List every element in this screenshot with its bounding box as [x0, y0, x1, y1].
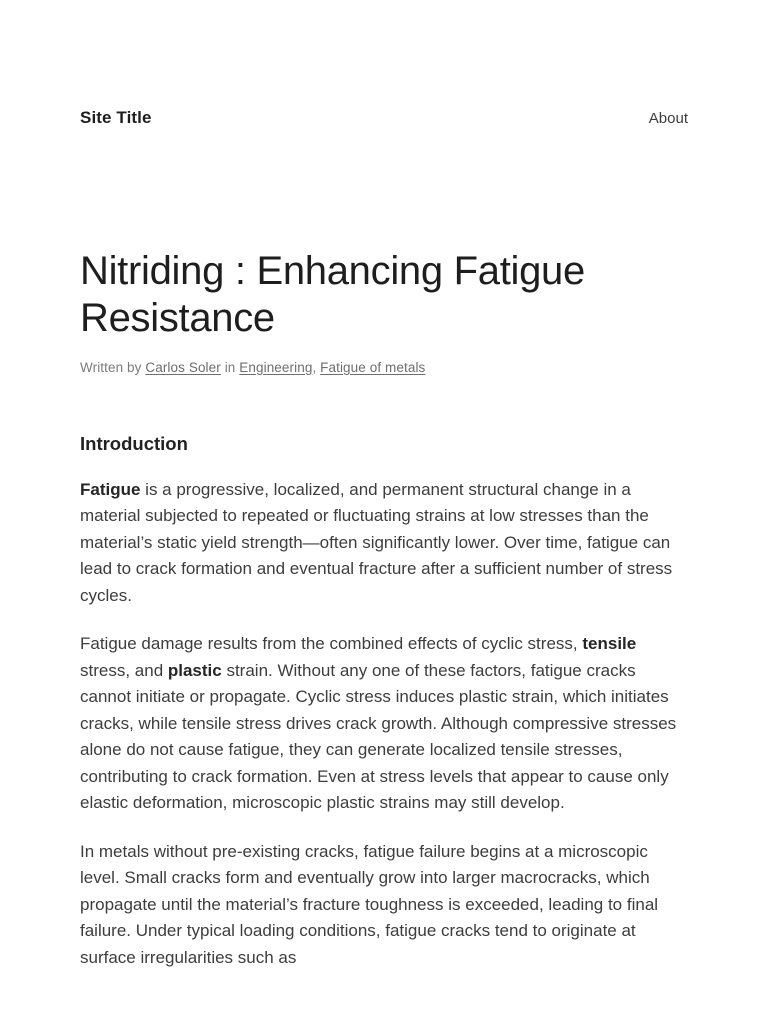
post-byline: [80, 360, 688, 375]
byline-in: in: [220, 359, 240, 375]
paragraph-3: [80, 839, 688, 972]
bold-term-tensile: tensile: [582, 634, 637, 654]
bold-term-fatigue: Fatigue: [80, 479, 141, 499]
byline-comma: ,: [312, 359, 321, 375]
site-header: [80, 0, 688, 128]
site-title-link[interactable]: Site Title: [80, 108, 152, 127]
post-title: Nitriding : Enhancing Fatigue Resistance: [80, 249, 585, 340]
author-link[interactable]: Carlos Soler: [145, 359, 221, 375]
paragraph-2-text-b: stress, and: [80, 660, 168, 680]
paragraph-2: [80, 631, 688, 817]
post-article: [80, 248, 688, 971]
nav-about-link[interactable]: About: [648, 110, 688, 127]
site-nav: [649, 110, 688, 128]
paragraph-1-text: is a progressive, localized, and permanent structural change in a material subjected to repeated or fluctuating strains at low stresses than the material’s static yield strength—often significantly lower. Over time, fatigue can lead to crack formation and eventual fracture after a sufficient number of stress cycles.: [80, 479, 673, 605]
bold-term-plastic: plastic: [167, 660, 222, 680]
paragraph-2-text-c: strain. Without any one of these factors, fatigue cracks cannot initiate or propagate. Cyclic stress induces plastic strain, which initiates cracks, while tensile stress drives crack growth. Although compressive stresses alone do not cause fatigue, they can generate localized tensile stresses, contributing to crack formation. Even at stress levels that appear to cause only elastic deformation, microscopic plastic strains may still develop.: [80, 660, 677, 813]
byline-written-by: Written by: [80, 359, 146, 375]
paragraph-2-text-a: Fatigue damage results from the combined effects of cyclic stress,: [80, 634, 583, 654]
category-link-engineering[interactable]: Engineering: [239, 359, 313, 375]
section-heading-introduction: Introduction: [80, 432, 188, 454]
category-link-fatigue-of-metals[interactable]: Fatigue of metals: [320, 359, 426, 375]
paragraph-1: [80, 477, 688, 610]
paragraph-3-text: In metals without pre-existing cracks, fatigue failure begins at a microscopic level. Small cracks form and eventually grow into larger macrocracks, which propagate until the material’s fracture toughness is exceeded, leading to final failure. Under typical loading conditions, fatigue cracks tend to originate at surface irregularities such as: [80, 841, 659, 967]
